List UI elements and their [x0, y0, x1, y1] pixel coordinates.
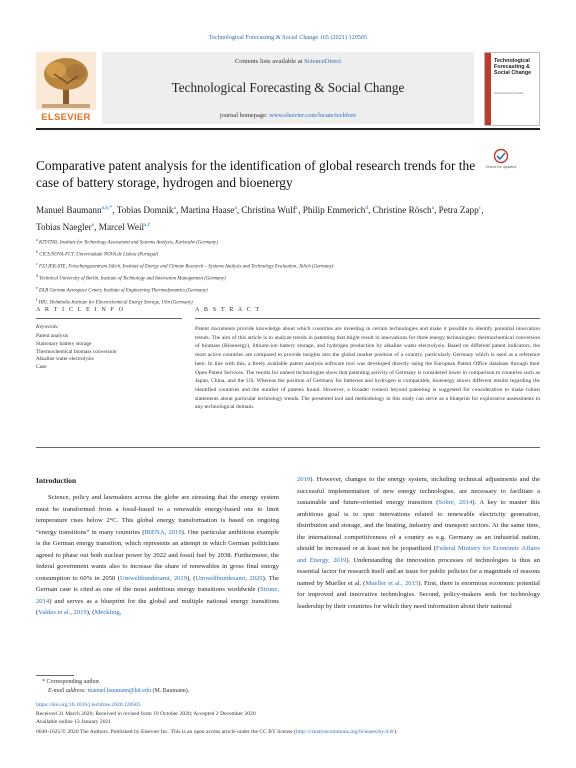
body-text: ). The German case is cited as one of the most ambitious energy transitions worldwide (	[36, 574, 279, 593]
keywords-list	[36, 333, 186, 372]
citation-link[interactable]: Umweltbundesamt, 2020	[195, 574, 263, 582]
footnote-rule	[36, 675, 74, 676]
author-name[interactable]: Manuel Baumann	[36, 205, 102, 216]
header-divider	[36, 128, 540, 130]
journal-homepage-line	[102, 112, 474, 119]
author-name[interactable]: Tobias Naegler	[36, 222, 92, 233]
abstract-bottom-rule	[36, 447, 540, 448]
received-dates: Received 31 March 2020; Received in revised form 19 October 2020; Accepted 2 December 2020	[36, 711, 256, 717]
affiliation-item: $^e$ DLR German Aerospace Center, Institute of Engineering Thermodynamics (Germany)	[36, 284, 208, 294]
author-name[interactable]: Christine Rösch	[372, 205, 432, 216]
author-name[interactable]: Philip Emmerich	[302, 205, 366, 216]
email-link[interactable]: manuel.baumann@kit.edu	[87, 688, 151, 694]
available-online: Available online 13 January 2021	[36, 719, 112, 725]
affiliation-item: $^a$ KIT/ITAS, Institute for Technology Assessment and Systems Analysis, Karlsruhe (Germany)	[36, 237, 218, 246]
affiliation-marker: e	[36, 284, 38, 290]
check-for-updates-icon[interactable]	[484, 148, 518, 172]
contents-prefix: Contents lists available at	[234, 58, 305, 65]
contents-line	[102, 58, 474, 65]
author-name[interactable]: Christina Wulf	[241, 205, 296, 216]
corresponding-author-note: * Corresponding author.	[42, 679, 101, 685]
cover-subtitle: An International Journal	[494, 91, 524, 95]
author-affiliation-marker[interactable]: d	[365, 205, 369, 211]
doi-link[interactable]: https://doi.org/10.1016/j.techfore.2020.120505	[36, 702, 141, 708]
keyword-item[interactable]: Patent analysis	[36, 333, 69, 339]
homepage-link[interactable]: www.elsevier.com/locate/techfore	[269, 112, 357, 119]
author-affiliation-marker[interactable]: a	[173, 205, 176, 211]
body-text: ). A key to master this ambitious goal is to spur innovations related to renewable electricity generation, distribution and storage, and the heating, industry and transport sectors. At the same time, the international competitiveness of a country as e.g. Germany as an industrial nation, should be increased or at least not be jeopardized (	[297, 499, 540, 552]
cover-spine	[485, 53, 491, 125]
affiliation-list	[36, 236, 516, 308]
publisher-name: ELSEVIER	[41, 112, 91, 123]
affiliation-marker: f	[36, 296, 38, 302]
citation-link[interactable]: Meckling,	[94, 609, 122, 616]
affiliation-item: $^f$ HIU, Helmholtz-Institute for Electrochemical Energy Storage, Ulm (Germany)	[36, 296, 193, 306]
email-label: E-mail address:	[48, 688, 87, 694]
journal-citation[interactable]: Technological Forecasting & Social Change 165 (2021) 120505	[208, 34, 368, 41]
body-text: ). Understanding the innovation processes of technologies is thus an essential factor for research itself and an issue for public policies for a magnitude of reasons named by Mueller et al. (	[297, 556, 540, 587]
license-link[interactable]: http://creativecommons.org/licenses/by/4.0/	[296, 729, 395, 735]
author-affiliation-marker[interactable]: a	[234, 205, 237, 211]
affiliation-marker: a	[36, 237, 38, 242]
keyword-item[interactable]: Thermochemical biomass conversion	[36, 348, 117, 355]
article-title: Comparative patent analysis for the identification of global research trends for the case of battery storage, hydrogen and bioenergy	[36, 158, 476, 190]
author-affiliation-marker[interactable]: a,b,*	[101, 205, 113, 211]
article-info-heading: A R T I C L E I N F O	[36, 306, 125, 313]
citation-link[interactable]: Umweltbundesamt, 2019	[119, 574, 188, 582]
abstract-rule	[195, 318, 540, 319]
citation-link[interactable]: 2019	[297, 476, 311, 483]
body-text: ). However, changes to the energy system, including technical adjustments and the successful implementation of new energy technologies, are necessary to facilitate a sustainable and future-oriented energy transition (	[297, 476, 540, 506]
email-suffix: (M. Baumann).	[150, 688, 190, 694]
keywords-label: Keywords:	[36, 324, 60, 330]
journal-cover-thumbnail[interactable]	[484, 52, 540, 126]
email-line	[48, 686, 189, 696]
license-prefix: 0040-1625/© 2020 The Authors. Published by Elsevier Inc. This is an open access article under the CC BY license (	[36, 729, 297, 735]
body-text: ), (	[86, 609, 95, 616]
affiliation-item: $^d$ Technical University of Berlin, Institute of Technology and Innovation Management (Germany)	[36, 272, 226, 282]
author-list: Manuel Baumann$^{a,b,*}$, Tobias Domnik$^a$, Martina Haase$^a$, Christina Wulf$^c$, Philip Emmerich$^d$, Christine Rösch$^a$, Petra Zapp$^c$, Tobias Naegler$^e$, Marcel Weil$^{a,f}$	[36, 205, 484, 233]
affiliation-item: $^b$ CICS.NOVA-FCT, Universidade NOVA de Lisboa (Portugal)	[36, 248, 159, 258]
citation-link[interactable]: Valdes et al., 2019	[38, 609, 87, 616]
citation-link[interactable]: Sohre, 2014	[438, 499, 473, 506]
intro-left-column	[36, 492, 279, 619]
affiliation-marker: b	[36, 248, 38, 254]
keyword-item[interactable]: Stationary battery storage	[36, 340, 92, 347]
keyword-item[interactable]: Alkaline water electrolysis	[36, 356, 94, 363]
citation-link[interactable]: Federal Ministry for Economic Affairs and Energy, 2019	[297, 545, 540, 564]
author-name[interactable]: Marcel Weil	[98, 222, 145, 233]
body-text: ) and serves as a blueprint for the global and multiple national energy transitions (	[36, 597, 279, 616]
intro-right-column	[297, 474, 540, 612]
author-name[interactable]: Tobias Domnik	[116, 205, 174, 216]
keyword-item[interactable]: Case	[36, 364, 47, 371]
license-suffix: ).	[394, 729, 398, 735]
affiliation-item: $^c$ FZJ IEK-STE, Forschungszentrum Jülich, Institute of Energy and Climate Research – Systems Analysis and Technology Evaluation, Jülich (Germany)	[36, 260, 334, 270]
license-line	[36, 729, 546, 737]
citation-link[interactable]: Mueller et al., 2015	[365, 579, 419, 587]
citation-link[interactable]: Strunz, 2014	[36, 586, 279, 605]
homepage-prefix: journal homepage:	[219, 112, 270, 119]
abstract-heading: A B S T R A C T	[195, 306, 261, 313]
author-name[interactable]: Petra Zapp	[438, 205, 479, 216]
author-affiliation-marker[interactable]: c	[295, 205, 299, 211]
author-affiliation-marker[interactable]: a,f	[144, 222, 150, 229]
abstract-body: Patent documents provide knowledge about which countries are investing in certain technologies and make it possible to identify potential innovation trends. The aim of this article is to analyze trends in patenting that might result in innovations for three energy technologies: thermochemical conversion of biomass (Bioenergy), lithium-ion battery storage, and hydrogen production by alkaline water electrolysis. Based on different patent indicators, the most active countries are compared to provide insights into the global market position of a country, particularly Germany which is used as a reference here. In line with this, a freely available patent analysis software tool was developed directly using the European Patent Office database through their Open Patent Services. The results for named technologies show that patenting activity of Germany is considered lower in comparison to countries such as Japan, China, and the US. Whereas the position of Germany for batteries and hydrogen is comparable, bioenergy shows different results regarding the identified countries and the number of patents found. However, a broader context beyond patenting is suggested for consideration to make robust statements about particular technology trends. The presented tool and methodology in this study can serve as a blueprint for explorative assessments in any technological domain.	[195, 326, 540, 411]
introduction-heading: Introduction	[36, 476, 77, 485]
author-affiliation-marker[interactable]: e	[91, 222, 95, 229]
journal-title: Technological Forecasting & Social Change	[171, 80, 405, 95]
affiliation-marker: c	[36, 260, 38, 266]
author-affiliation-marker[interactable]: a	[431, 205, 435, 211]
body-text: ). First, there is enormous economic potential for improved and innovative technologies. Second, policy-makers seek for technology leadership by their countries for which they need information about their national	[297, 579, 540, 610]
body-text: Science, policy and lawmakers across the globe are stressing that the energy system must be transformed from a fossil-based to a renewable energy-based one to limit temperature rises below 2°C. This global energy transformation is based on ongoing “energy transitions” in many countries (	[36, 494, 279, 536]
body-text: ). One particular ambitious example is the German energy transition, which represents an attempt in which German politicians agreed to phase out both nuclear power by 2022 and fossil fuel by 2038. Furthermore, the federal government wants also to increase the share of renewables in gross final energy consumption to 60% in 2050 (	[36, 528, 279, 582]
citation-link[interactable]: IRENA, 2019	[144, 528, 182, 536]
cover-title: Technological Forecasting & Social Change	[494, 58, 532, 76]
body-text: ), (	[187, 574, 196, 582]
author-name[interactable]: Martina Haase	[180, 205, 235, 216]
sciencedirect-link[interactable]: ScienceDirect	[304, 58, 342, 65]
article-info-rule	[36, 318, 182, 319]
author-affiliation-marker[interactable]: c	[478, 205, 482, 211]
affiliation-marker: d	[36, 272, 38, 278]
svg-text:Check for updates: Check for updates	[485, 165, 517, 169]
